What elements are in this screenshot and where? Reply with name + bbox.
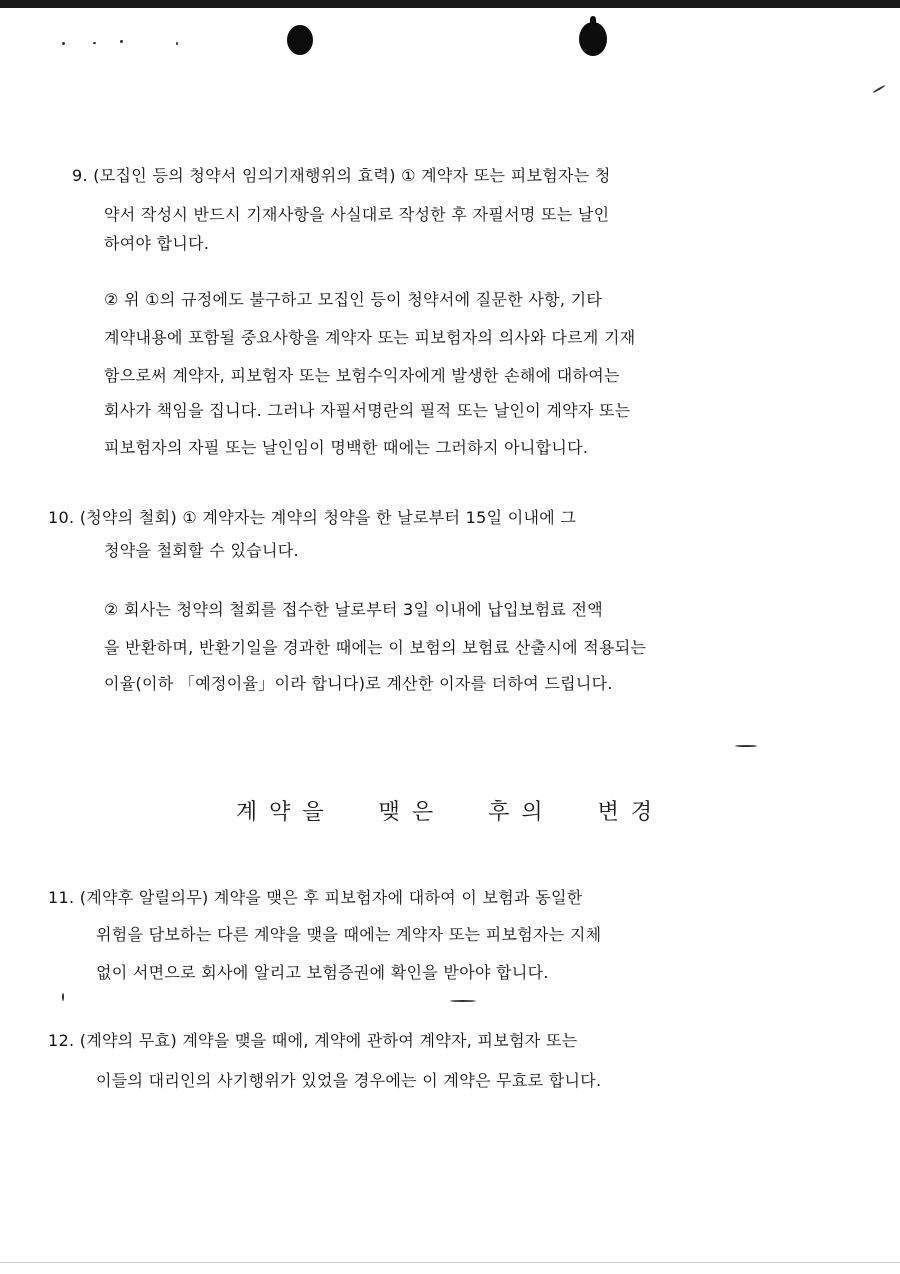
article-9-line-7: 회사가 책임을 집니다. 그러나 자필서명란의 필적 또는 날인이 계약자 또는 xyxy=(104,401,631,420)
scan-mark xyxy=(872,85,885,94)
scan-mark xyxy=(62,993,64,1001)
article-11-line-1: 11. (계약후 알릴의무) 계약을 맺은 후 피보험자에 대하여 이 보험과 동일한 xyxy=(48,888,583,907)
article-10-line-5: 이율(이하 「예정이율」이라 합니다)로 계산한 이자를 더하여 드립니다. xyxy=(104,674,613,693)
section-heading: 계약을 맺은 후의 변경 xyxy=(235,800,665,825)
scan-speck xyxy=(120,40,123,43)
scan-speck xyxy=(62,42,65,45)
punch-hole-right xyxy=(579,22,607,56)
article-9-line-4: ② 위 ①의 규정에도 불구하고 모집인 등이 청약서에 질문한 사항, 기타 xyxy=(104,290,603,309)
article-12-line-1: 12. (계약의 무효) 계약을 맺을 때에, 계약에 관하여 계약자, 피보험자 또는 xyxy=(48,1031,578,1050)
article-9-line-6: 함으로써 계약자, 피보험자 또는 보험수익자에게 발생한 손해에 대하여는 xyxy=(104,366,620,385)
article-9-line-3: 하여야 합니다. xyxy=(104,234,210,253)
scan-mark xyxy=(450,1000,476,1002)
scan-bottom-edge xyxy=(0,1262,900,1263)
scan-top-border xyxy=(0,0,900,8)
article-11-line-2: 위험을 담보하는 다른 계약을 맺을 때에는 계약자 또는 피보험자는 지체 xyxy=(96,925,602,944)
article-11-line-3: 없이 서면으로 회사에 알리고 보험증권에 확인을 받아야 합니다. xyxy=(96,963,549,982)
article-9-line-8: 피보험자의 자필 또는 날인임이 명백한 때에는 그러하지 아니합니다. xyxy=(104,438,589,457)
punch-hole-left xyxy=(287,25,313,55)
article-9-line-1: 9. (모집인 등의 청약서 임의기재행위의 효력) ① 계약자 또는 피보험자는 청 xyxy=(72,166,611,185)
article-10-line-4: 을 반환하며, 반환기일을 경과한 때에는 이 보험의 보험료 산출시에 적용되는 xyxy=(104,638,647,657)
article-10-line-3: ② 회사는 청약의 철회를 접수한 날로부터 3일 이내에 납입보험료 전액 xyxy=(104,600,604,619)
article-10-line-1: 10. (청약의 철회) ① 계약자는 계약의 청약을 한 날로부터 15일 이내에 그 xyxy=(48,508,577,527)
scan-speck xyxy=(93,42,96,44)
article-9-line-2: 약서 작성시 반드시 기재사항을 사실대로 작성한 후 자필서명 또는 날인 xyxy=(104,205,610,224)
scan-speck xyxy=(176,42,178,45)
article-12-line-2: 이들의 대리인의 사기행위가 있었을 경우에는 이 계약은 무효로 합니다. xyxy=(96,1071,602,1090)
article-9-line-5: 계약내용에 포함될 중요사항을 계약자 또는 피보험자의 의사와 다르게 기재 xyxy=(104,328,636,347)
article-10-line-2: 청약을 철회할 수 있습니다. xyxy=(104,541,299,560)
scan-mark xyxy=(735,745,757,747)
